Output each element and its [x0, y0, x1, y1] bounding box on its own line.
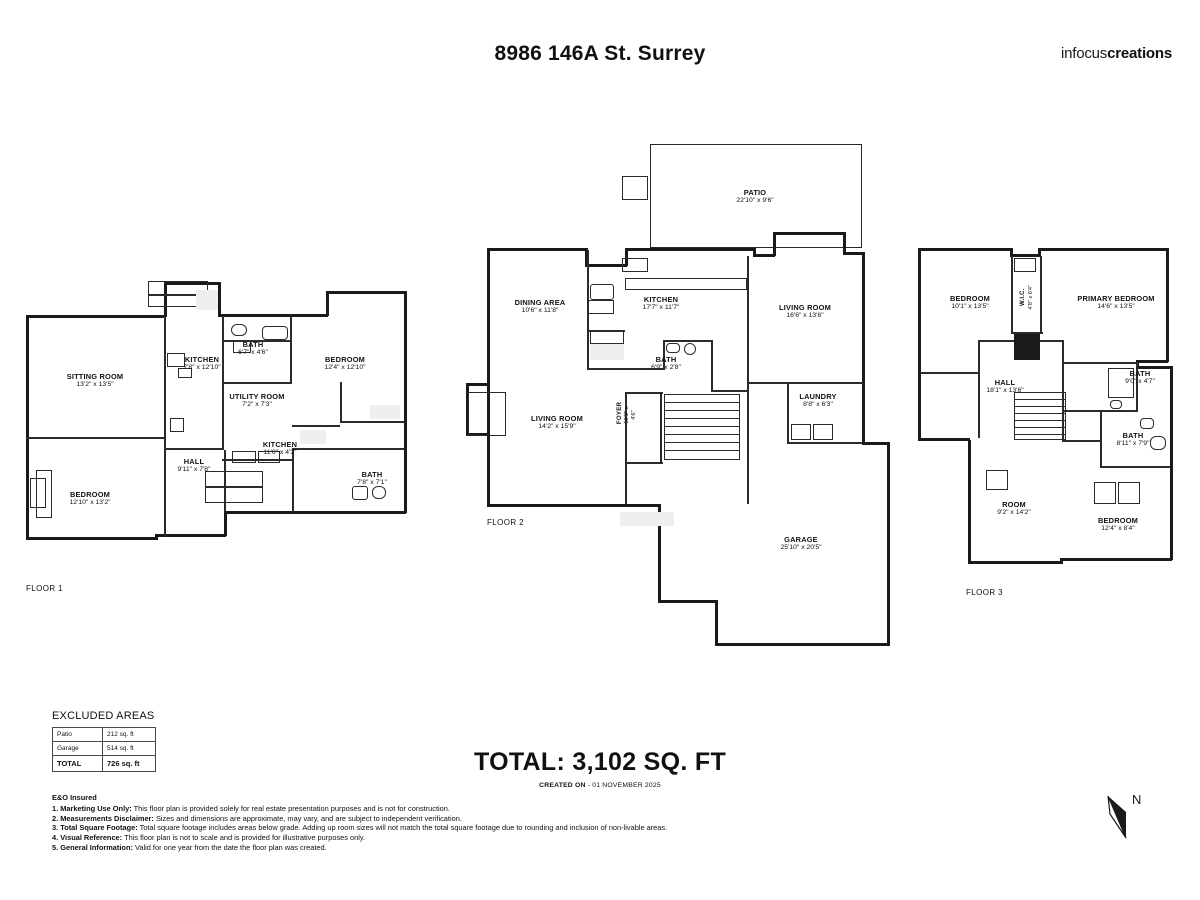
room-label: BEDROOM 12'10" x 13'2" — [69, 490, 111, 507]
disclaimer-heading: E&O Insured — [52, 793, 97, 802]
list-item: 3. Total Square Footage: Total square footage includes areas below grade. Adding up room sizes will not match the total square footage due to rounding and inclusion of non-livable areas. — [52, 823, 668, 833]
table-row — [53, 728, 156, 742]
room-label: BEDROOM 12'4" x 8'4" — [1098, 516, 1138, 533]
room-label: BEDROOM 10'1" x 13'5" — [950, 294, 990, 311]
room-label: BATH 6'9" x 2'8" — [651, 355, 681, 372]
room-label: LIVING ROOM 16'6" x 13'6" — [779, 303, 831, 320]
room-label: UTILITY ROOM 7'2" x 7'3" — [229, 392, 285, 409]
excluded-row-value: 212 sq. ft — [103, 728, 156, 742]
floor-label-2: FLOOR 2 — [487, 518, 525, 527]
excluded-row-value: 514 sq. ft — [103, 742, 156, 756]
list-item: 1. Marketing Use Only: This floor plan is provided solely for real estate presentation purposes and is not for construction. — [52, 803, 450, 813]
room-label: BATH 8'11" x 7'9" — [1116, 431, 1150, 448]
excluded-total-value: 726 sq. ft — [103, 756, 156, 772]
total-value: 3,102 SQ. FT — [572, 748, 727, 776]
room-label: ROOM 9'2" x 14'2" — [997, 500, 1031, 517]
room-label: LAUNDRY 8'8" x 6'3" — [799, 392, 837, 409]
room-label: BEDROOM 12'4" x 12'10" — [324, 355, 366, 372]
brand-logo-bold: creations — [1107, 45, 1172, 62]
compass-icon — [1102, 792, 1148, 848]
room-label: PRIMARY BEDROOM 14'6" x 13'5" — [1077, 294, 1155, 311]
room-label: DINING AREA 10'6" x 11'8" — [514, 298, 566, 315]
list-item: 2. Measurements Disclaimer: Sizes and dimensions are approximate, may vary, and are subject to independent verification. — [52, 813, 462, 823]
room-label: KITCHEN 11'0" x 4'3" — [262, 440, 298, 457]
room-label: KITCHEN 17'7" x 11'7" — [642, 295, 680, 312]
excluded-areas-title: EXCLUDED AREAS — [52, 710, 155, 722]
room-label: LIVING ROOM 14'2" x 15'9" — [531, 414, 583, 431]
disclaimer-list — [52, 804, 752, 853]
disclaimer — [52, 793, 752, 853]
room-label: BATH 6'7" x 4'6" — [238, 340, 268, 357]
brand-logo-light: infocus — [1060, 45, 1108, 62]
excluded-total-label: TOTAL — [53, 756, 103, 772]
total-label: TOTAL: — [473, 748, 566, 776]
floor-label-1: FLOOR 1 — [26, 584, 64, 593]
room-label: GARAGE 25'10" x 20'5" — [780, 535, 822, 552]
svg-text:N: N — [1132, 792, 1142, 807]
room-label: BATH 9'0" x 4'7" — [1125, 369, 1155, 386]
room-label: SITTING ROOM 13'2" x 13'5" — [66, 372, 124, 389]
room-label: FOYER 10'3" x 4'6" — [615, 401, 637, 425]
list-item: 4. Visual Reference: This floor plan is not to scale and is provided for illustrative purposes only. — [52, 833, 366, 843]
room-label: BATH 7'8" x 7'1" — [357, 470, 387, 487]
room-label: HALL 9'11" x 7'8" — [177, 457, 211, 474]
floor-label-3: FLOOR 3 — [966, 588, 1004, 597]
created-on-date: - 01 NOVEMBER 2025 — [587, 782, 661, 789]
excluded-row-label: Patio — [53, 728, 103, 742]
room-label: W.I.C. 4'8" x 6'4" — [1019, 285, 1034, 310]
page-title: 8986 146A St. Surrey — [494, 42, 706, 65]
created-on — [0, 782, 1200, 789]
excluded-row-label: Garage — [53, 742, 103, 756]
total-area — [0, 748, 1200, 777]
created-on-prefix: CREATED ON — [539, 782, 586, 789]
room-label: PATIO 22'10" x 9'6" — [736, 188, 774, 205]
room-label: HALL 18'1" x 13'6" — [986, 378, 1024, 395]
list-item: 5. General Information: Valid for one year from the date the floor plan was created. — [52, 842, 327, 852]
room-label: KITCHEN 7'8" x 12'10" — [183, 355, 221, 372]
